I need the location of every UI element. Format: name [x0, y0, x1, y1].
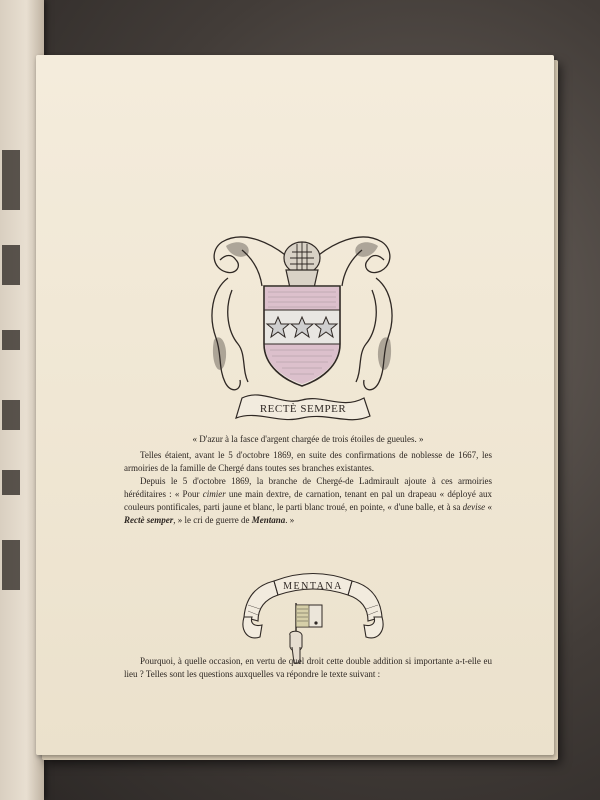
- battle-cry-text: Mentana: [251, 515, 286, 525]
- paragraph-text: . »: [285, 515, 295, 525]
- italic-term: cimier: [202, 489, 226, 499]
- banner-text: MENTANA: [283, 581, 343, 592]
- italic-term: devise: [462, 502, 486, 512]
- paragraph-text: «: [485, 502, 493, 512]
- paragraph-question: Pourquoi, à quelle occasion, en vertu de quel droit cette double addition si importante a-t-elle eu lieu ? Telles sont les questions auxquelles va répondre le texte suivant :: [124, 656, 492, 679]
- mentana-banner-illustration: [240, 565, 386, 669]
- paragraph-text: Depuis le 5 d'octobre 1869, la branche de Chergé-de Ladmirault ajoute à ces armoiries héréditaires : « Pour: [124, 476, 492, 499]
- engraving-fragment: [2, 150, 20, 210]
- motto-text: Rectè semper: [124, 515, 174, 525]
- coat-of-arms-illustration: [202, 220, 402, 430]
- engraving-fragment: [2, 470, 20, 495]
- paragraph-arms-history: Telles étaient, avant le 5 d'octobre 1869, en suite des confirmations de noblesse de 1667, les armoiries de la famille de Chergé dans toutes ses branches existantes.: [124, 450, 492, 473]
- paragraph-text: , » le cri de guerre de: [173, 515, 252, 525]
- blazon-text: « D'azur à la fasce d'argent chargée de trois étoiles de gueules. »: [192, 434, 424, 444]
- engraving-fragment: [2, 400, 20, 430]
- engraving-fragment: [2, 540, 20, 590]
- paragraph-text: une main dextre, de carnation, tenant en pal un drapeau « déployé aux couleurs pontificales, parti jaune et blanc, le parti blanc troué, en pointe, « d'une balle, et à sa: [124, 489, 492, 512]
- engraving-fragment: [2, 330, 20, 350]
- engraving-fragment: [2, 245, 20, 285]
- motto-scroll-text: RECTÈ SEMPER: [259, 403, 347, 415]
- book-page: [36, 55, 554, 755]
- paragraph-additions: [124, 475, 492, 527]
